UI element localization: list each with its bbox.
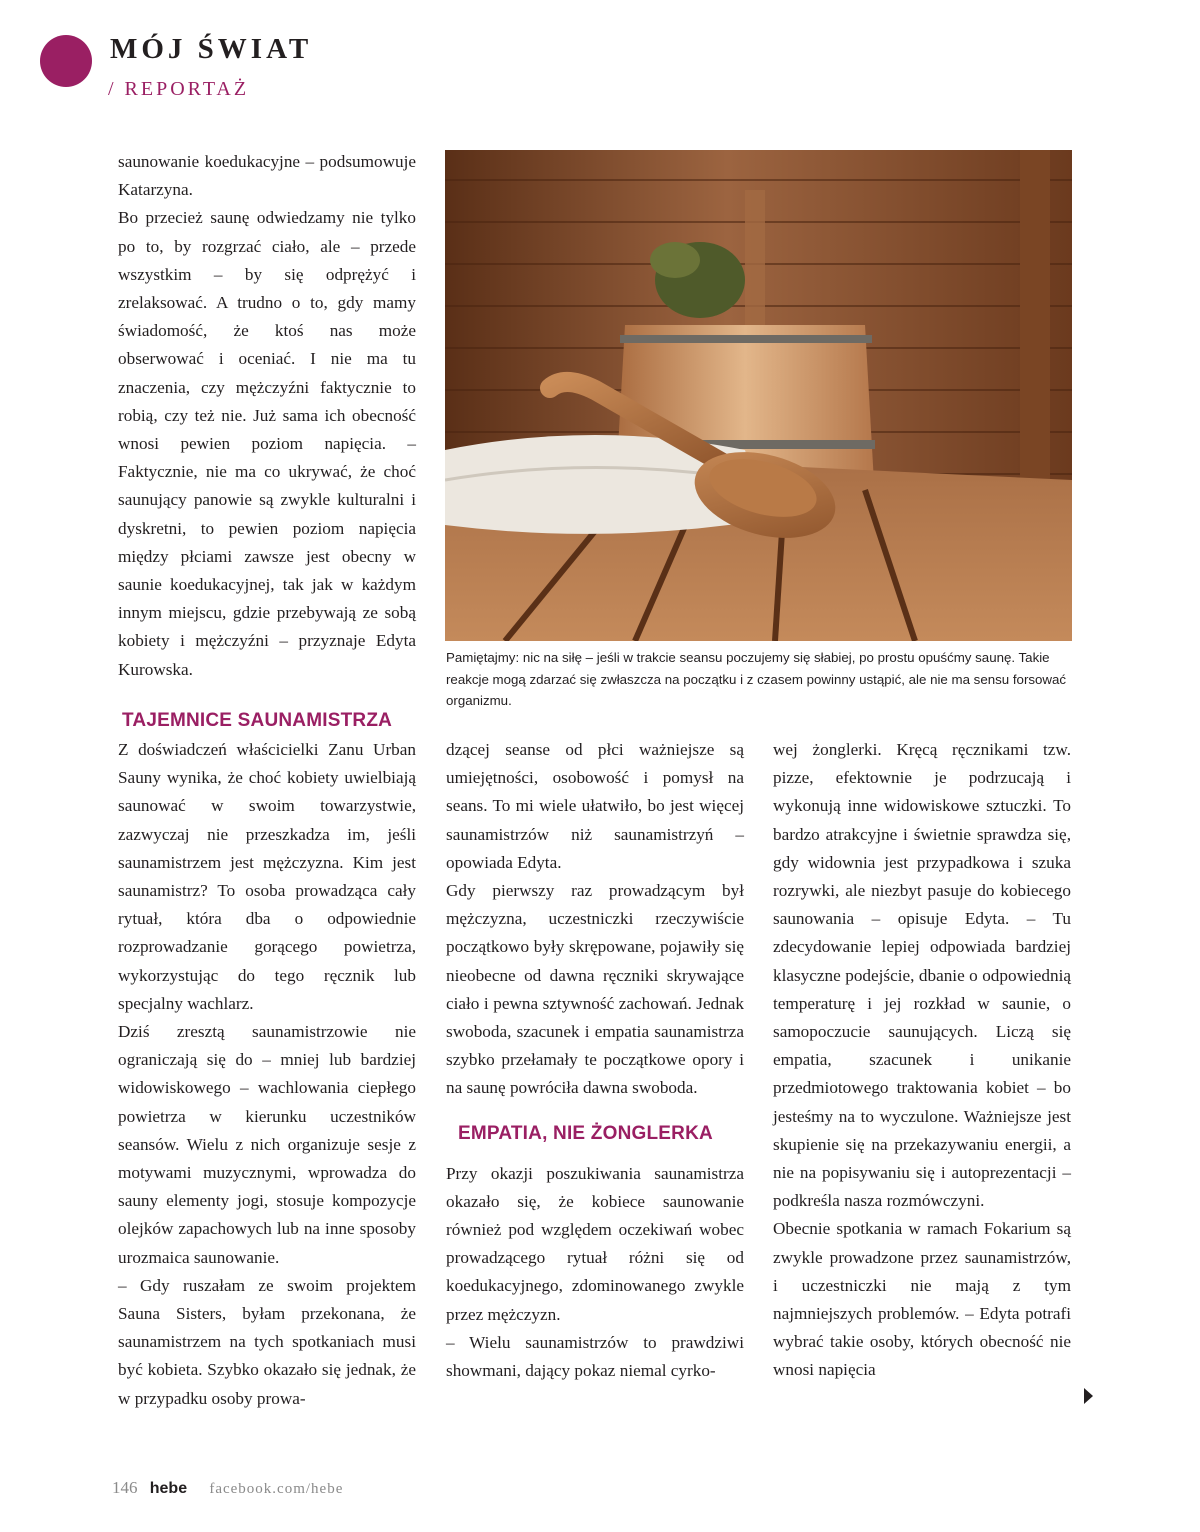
section-title: MÓJ ŚWIAT <box>110 33 313 65</box>
photo-caption: Pamiętajmy: nic na siłę – jeśli w trakcie seansu poczujemy się słabiej, po prostu opuśćmy saunę. Takie reakcje mogą zdarzać się zwłaszcza na początku i z czasem powinny ustąpić, ale nie ma sensu forsować organizmu. <box>446 650 1067 708</box>
column-1-top <box>118 148 416 684</box>
paragraph: wej żonglerki. Kręcą ręcznikami tzw. pizze, efektownie je podrzucają i wykonują inne widowiskowe sztuczki. To bardzo atrakcyjne i świetnie sprawdza się, gdy widownia jest przypadkowa i szuka rozrywki, ale niezbyt pasuje do kobiecego saunowania – opisuje Edyta. – Tu zdecydowanie lepiej odpowiada bardziej klasyczne podejście, dbanie o odpowiednią temperaturę i jej rozkład w saunie, o samopoczucie saunujących. Liczą się empatia, szacunek i unikanie przedmiotowego traktowania kobiet – bo jesteśmy na to wyczulone. Ważniejsze jest skupienie się na przekazywaniu energii, a nie na popisywaniu się i autoprezentacji – podkreśla nasza rozmówczyni. <box>773 740 1071 1211</box>
magazine-name: hebe <box>149 1480 188 1497</box>
section-dot <box>40 35 92 87</box>
sauna-photo <box>445 150 1072 641</box>
heading-tajemnice: TAJEMNICE SAUNAMISTRZA <box>122 710 393 731</box>
heading-empatia: EMPATIA, NIE ŻONGLERKA <box>458 1122 713 1144</box>
paragraph: Bo przecież saunę odwiedzamy nie tylko po to, by rozgrzać ciało, ale – przede wszystkim – by się odprężyć i zrelaksować. A trudno o to, gdy mamy świadomość, że ktoś nas może obserwować i oceniać. I nie ma tu znaczenia, czy mężczyźni faktycznie to robią, czy też nie. Już sama ich obecność wnosi pewien poziom napięcia. – Faktycznie, nie ma co ukrywać, że choć saunujący panowie są zwykle kulturalni i dyskretni, to pewien poziom napięcia między płciami zawsze jest obecny w saunie koedukacyjnej, tak jak w każdym innym miejscu, gdzie przebywają ze sobą kobiety i mężczyźni – przyznaje Edyta Kurowska. <box>118 208 416 679</box>
social-link: facebook.com/hebe <box>209 1481 344 1497</box>
continue-arrow-icon <box>1084 1388 1093 1404</box>
paragraph: – Gdy ruszałam ze swoim projektem Sauna Sisters, byłam przekonana, że saunamistrzem na tych spotkaniach musi być kobieta. Szybko okazało się jednak, że w przypadku osoby prowa- <box>118 1275 416 1408</box>
column-1-bottom <box>118 736 416 1413</box>
page-number: 146 <box>112 1478 138 1497</box>
paragraph: Gdy pierwszy raz prowadzącym był mężczyzna, uczestniczki rzeczywiście początkowo były skrępowane, pojawiły się nieobecne od dawna ręczniki skrywające ciało i pewna sztywność zachowań. Jednak swoboda, szacunek i empatia saunamistrza szybko przełamały te początkowe opory i na saunę powróciła dawna swoboda. <box>446 881 744 1098</box>
paragraph: Przy okazji poszukiwania saunamistrza okazało się, że kobiece saunowanie również pod względem oczekiwań wobec prowadzącego rytuał różni się od koedukacyjnego, zdominowanego zwykle przez mężczyzn. <box>446 1163 744 1324</box>
page-footer <box>112 1478 343 1498</box>
column-2 <box>446 736 744 1385</box>
column-3 <box>773 736 1071 1385</box>
paragraph: Z doświadczeń właścicielki Zanu Urban Sauny wynika, że choć kobiety uwielbiają saunować w swoim towarzystwie, zazwyczaj nie przeszkadza im, jeśli saunamistrzem jest mężczyzna. Kim jest saunamistrz? To osoba prowadząca cały rytuał, która dba o odpowiednie rozprowadzanie gorącego powietrza, wykorzystując do tego ręcznik lub specjalny wachlarz. <box>118 740 416 1013</box>
section-subtitle: / REPORTAŻ <box>108 78 250 100</box>
paragraph: dzącej seanse od płci ważniejsze są umiejętności, osobowość i pomysł na seans. To mi wiele ułatwiło, bo jest więcej saunamistrzów niż saunamistrzyń – opowiada Edyta. <box>446 740 744 872</box>
paragraph: Dziś zresztą saunamistrzowie nie ograniczają się do – mniej lub bardziej widowiskowego – wachlowania ciepłego powietrza w kierunku uczestników seansów. Wielu z nich organizuje sesje z motywami muzycznymi, wprowadza do sauny elementy jogi, stosuje kompozycje olejków zapachowych lub na inne sposoby urozmaica saunowanie. <box>118 1022 416 1267</box>
paragraph: Obecnie spotkania w ramach Fokarium są zwykle prowadzone przez saunamistrzów, i uczestniczki nie mają z tym najmniejszych problemów. – Edyta potrafi wybrać takie osoby, których obecność nie wnosi napięcia <box>773 1219 1071 1380</box>
paragraph: – Wielu saunamistrzów to prawdziwi showmani, dający pokaz niemal cyrko- <box>446 1332 744 1381</box>
paragraph: saunowanie koedukacyjne – podsumowuje Katarzyna. <box>118 152 416 200</box>
